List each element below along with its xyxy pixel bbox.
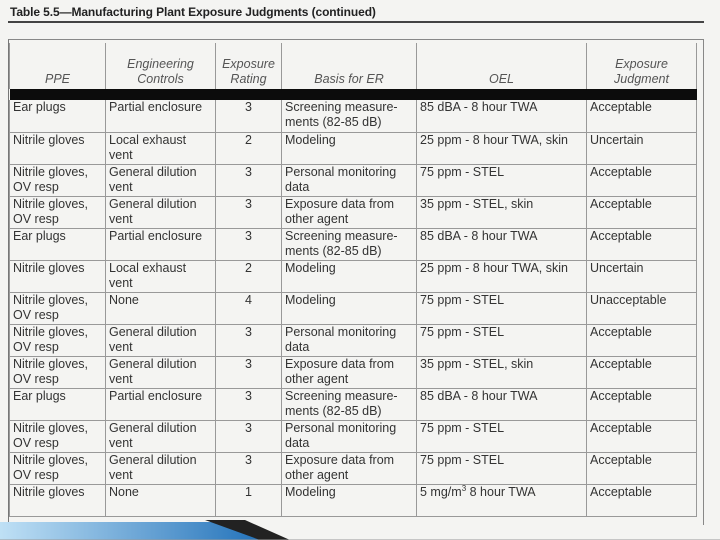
cell-basis-for-er: Exposure data from other agent [282,452,417,484]
title-rule [8,21,704,23]
cell-exposure-judgment: Acceptable [587,164,697,196]
table-row [10,260,697,292]
header-row [10,43,697,89]
header-ppe: PPE [10,43,106,89]
bottom-decoration [0,520,720,540]
cell-engineering-controls: Local exhaust vent [106,260,216,292]
table-row [10,164,697,196]
cell-exposure-judgment: Acceptable [587,388,697,420]
cell-ppe: Nitrile gloves, OV resp [10,324,106,356]
cell-exposure-judgment: Acceptable [587,324,697,356]
cell-ppe: Nitrile gloves, OV resp [10,292,106,324]
table-row [10,228,697,260]
table-row [10,324,697,356]
cell-oel: 75 ppm - STEL [417,420,587,452]
cell-basis-for-er: Exposure data from other agent [282,196,417,228]
cell-exposure-rating: 3 [216,164,282,196]
cell-oel: 75 ppm - STEL [417,164,587,196]
header-engineering-controls: Engineering Controls [106,43,216,89]
header-exposure-judgment: Exposure Judgment [587,43,697,89]
cell-exposure-rating: 3 [216,388,282,420]
cell-exposure-rating: 3 [216,356,282,388]
cell-oel: 75 ppm - STEL [417,452,587,484]
cell-oel: 25 ppm - 8 hour TWA, skin [417,260,587,292]
table-row [10,132,697,164]
table-row [10,356,697,388]
cell-exposure-judgment: Unacceptable [587,292,697,324]
cell-ppe: Nitrile gloves [10,484,106,516]
cell-engineering-controls: None [106,292,216,324]
cell-exposure-rating: 4 [216,292,282,324]
cell-exposure-judgment: Acceptable [587,452,697,484]
cell-ppe: Nitrile gloves, OV resp [10,164,106,196]
cell-engineering-controls: General dilution vent [106,420,216,452]
cell-exposure-rating: 1 [216,484,282,516]
table-row [10,452,697,484]
cell-basis-for-er: Personal monitoring data [282,324,417,356]
cell-engineering-controls: General dilution vent [106,356,216,388]
table-body [10,100,697,516]
cell-exposure-judgment: Acceptable [587,100,697,132]
cell-basis-for-er: Exposure data from other agent [282,356,417,388]
cell-engineering-controls: General dilution vent [106,196,216,228]
cell-exposure-rating: 3 [216,420,282,452]
cell-exposure-judgment: Acceptable [587,484,697,516]
cell-ppe: Nitrile gloves, OV resp [10,420,106,452]
cell-engineering-controls: General dilution vent [106,164,216,196]
cell-oel: 85 dBA - 8 hour TWA [417,228,587,260]
cell-ppe: Ear plugs [10,100,106,132]
cell-basis-for-er: Screening measure-ments (82-85 dB) [282,228,417,260]
table-row [10,292,697,324]
cell-oel: 85 dBA - 8 hour TWA [417,388,587,420]
cell-engineering-controls: None [106,484,216,516]
cell-engineering-controls: General dilution vent [106,324,216,356]
cell-basis-for-er: Personal monitoring data [282,164,417,196]
cell-exposure-rating: 3 [216,100,282,132]
cell-exposure-rating: 3 [216,228,282,260]
cell-exposure-judgment: Acceptable [587,420,697,452]
cell-engineering-controls: Partial enclosure [106,100,216,132]
cell-ppe: Nitrile gloves [10,132,106,164]
header-oel: OEL [417,43,587,89]
table-row [10,388,697,420]
cell-basis-for-er: Modeling [282,292,417,324]
cell-ppe: Nitrile gloves, OV resp [10,196,106,228]
cell-exposure-judgment: Acceptable [587,228,697,260]
cell-oel: 35 ppm - STEL, skin [417,196,587,228]
cell-ppe: Nitrile gloves, OV resp [10,452,106,484]
table-title: Table 5.5—Manufacturing Plant Exposure Judgments (continued) [10,5,376,19]
cell-basis-for-er: Modeling [282,484,417,516]
cell-basis-for-er: Personal monitoring data [282,420,417,452]
cell-oel: 35 ppm - STEL, skin [417,356,587,388]
cell-oel: 25 ppm - 8 hour TWA, skin [417,132,587,164]
header-basis-for-er: Basis for ER [282,43,417,89]
cell-ppe: Ear plugs [10,228,106,260]
cell-exposure-judgment: Uncertain [587,132,697,164]
cell-ppe: Nitrile gloves [10,260,106,292]
cell-exposure-judgment: Acceptable [587,356,697,388]
cell-ppe: Ear plugs [10,388,106,420]
cell-engineering-controls: Local exhaust vent [106,132,216,164]
cell-oel: 5 $mg/m^3$ 8 hour TWA [417,484,587,516]
cell-basis-for-er: Screening measure-ments (82-85 dB) [282,100,417,132]
cell-exposure-rating: 3 [216,324,282,356]
table-row [10,196,697,228]
cell-engineering-controls: Partial enclosure [106,388,216,420]
header-bar [10,89,697,100]
cell-ppe: Nitrile gloves, OV resp [10,356,106,388]
cell-engineering-controls: Partial enclosure [106,228,216,260]
table-row [10,420,697,452]
cell-oel: 75 ppm - STEL [417,292,587,324]
cell-exposure-rating: 3 [216,452,282,484]
table-row [10,100,697,132]
cell-exposure-rating: 3 [216,196,282,228]
table-row [10,484,697,516]
cell-exposure-judgment: Uncertain [587,260,697,292]
cell-basis-for-er: Modeling [282,132,417,164]
cell-exposure-rating: 2 [216,260,282,292]
exposure-judgments-table [9,43,697,517]
header-exposure-rating: Exposure Rating [216,43,282,89]
cell-basis-for-er: Modeling [282,260,417,292]
cell-engineering-controls: General dilution vent [106,452,216,484]
cell-basis-for-er: Screening measure-ments (82-85 dB) [282,388,417,420]
cell-oel: 85 dBA - 8 hour TWA [417,100,587,132]
cell-oel: 75 ppm - STEL [417,324,587,356]
cell-exposure-judgment: Acceptable [587,196,697,228]
cell-exposure-rating: 2 [216,132,282,164]
